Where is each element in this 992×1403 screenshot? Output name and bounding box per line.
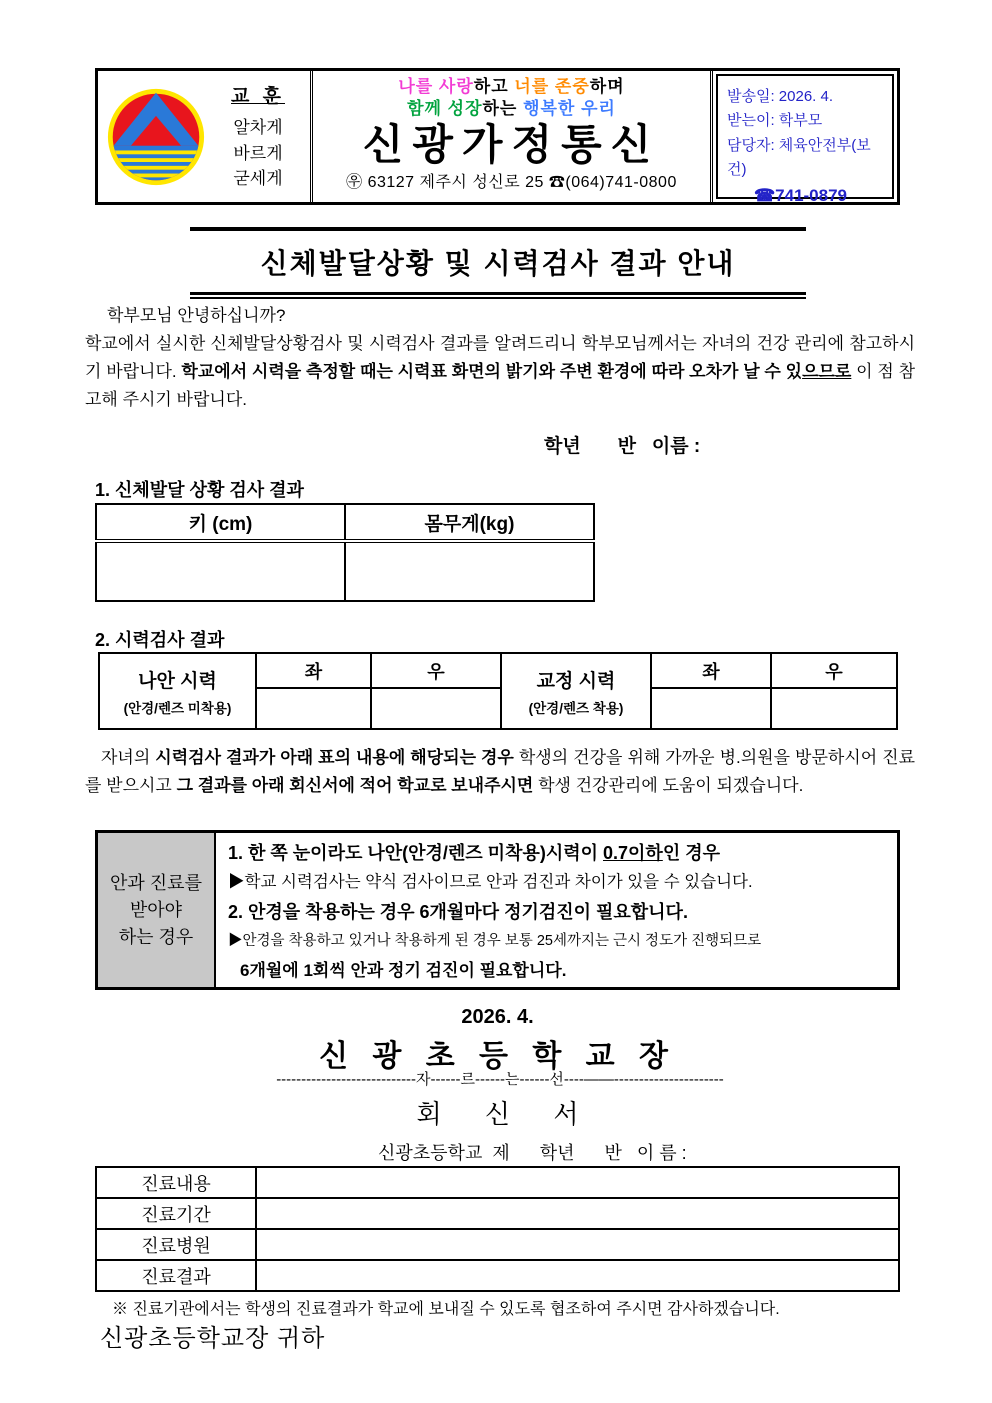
reply-row-label: 진료병원: [96, 1229, 256, 1260]
closing-date: 2026. 4.: [461, 1006, 534, 1028]
reply-hospital-value-cell[interactable]: [256, 1229, 899, 1260]
corrected-left-eye-header: 좌: [651, 653, 771, 688]
newsletter-title: 신광가정통신: [362, 121, 661, 169]
reply-title: 회 신 서: [416, 1099, 579, 1129]
masthead-right: [713, 71, 897, 206]
naked-left-value-cell[interactable]: [256, 688, 371, 729]
contact-box: [716, 74, 894, 206]
notice-banner: [190, 227, 806, 299]
care-item-2-note: ▶안경을 착용하고 있거나 착용하게 된 경우 보통 25세까지는 근시 정도가 진행되므로: [228, 933, 762, 949]
naked-right-eye-header: 우: [371, 653, 501, 688]
motto-line: 알차게: [233, 118, 283, 138]
intro-section: [85, 302, 915, 414]
reply-table: [95, 1166, 900, 1292]
corrected-vision-title: 교정 시력: [536, 670, 616, 692]
corrected-right-value-cell[interactable]: [771, 688, 897, 729]
naked-right-value-cell[interactable]: [371, 688, 501, 729]
contact-phone: ☎741-0879: [753, 186, 848, 206]
weight-value-cell[interactable]: [345, 541, 594, 601]
reply-school-line: 신광초등학교 제 학년 반 이 름 :: [378, 1143, 687, 1163]
height-header-cell: 키 (cm): [96, 504, 345, 541]
school-address: ㉾ 63127 제주시 성신로 25 ☎(064)741-0800: [346, 174, 677, 192]
motto-title: 교 훈: [231, 86, 285, 108]
reply-period-value-cell[interactable]: [256, 1198, 899, 1229]
intro-greeting: 학부모님 안녕하십니까?: [107, 306, 286, 325]
care-box-label: [98, 833, 216, 987]
body-measure-table: [95, 503, 595, 602]
section2-heading: 2. 시력검사 결과: [95, 630, 225, 650]
reply-row-label: 진료기간: [96, 1198, 256, 1229]
masthead: [95, 68, 900, 205]
reply-row-label: 진료결과: [96, 1260, 256, 1291]
motto-line: 굳세게: [233, 169, 283, 189]
contact-recipient: 받는이: 학부모: [727, 112, 823, 130]
motto-line: 바르게: [233, 143, 283, 163]
care-item-1-note: ▶학교 시력검사는 약식 검사이므로 안과 검진과 차이가 있을 수 있습니다.: [228, 873, 753, 891]
masthead-center: [310, 71, 713, 202]
care-required-box: [95, 830, 900, 990]
school-motto: [208, 81, 308, 192]
school-logo: [104, 87, 208, 187]
reply-addressee: 신광초등학교장 귀하: [100, 1325, 326, 1352]
vision-table: [98, 652, 898, 730]
banner-title: 신체발달상황 및 시력검사 결과 안내: [190, 227, 806, 295]
contact-send-date: 발송일: 2026. 4.: [727, 88, 834, 105]
contact-manager: 담당자: 체육안전부(보건): [727, 136, 871, 178]
reply-result-value-cell[interactable]: [256, 1260, 899, 1291]
naked-vision-header: [99, 653, 256, 729]
care-label-line: 받아야: [129, 899, 183, 920]
principal-signature: 신 광 초 등 학 교 장: [319, 1040, 676, 1073]
reply-row-label: 진료내용: [96, 1167, 256, 1198]
notice-paragraph: 자녀의 시력검사 결과가 아래 표의 내용에 해당되는 경우 학생의 건강을 위해 가까운 병.의원을 방문하시어 진료를 받으시고 그 결과를 아래 회신서에 적어 학교로 보내주시면 학생 건강관리에 도움이 되겠습니다.: [85, 748, 915, 795]
slogan-line-1: 나를 사랑하고 너를 존중하며: [398, 77, 625, 96]
reply-content-value-cell[interactable]: [256, 1167, 899, 1198]
intro-paragraph: 학교에서 실시한 신체발달상황검사 및 시력검사 결과를 알려드리니 학부모님께서는 자녀의 건강 관리에 참고하시기 바랍니다. 학교에서 시력을 측정할 때는 시력표 화면의 밝기와 주변 환경에 따라 오차가 날 수 있으므로 이 점 참고해 주시기 바랍니다.: [85, 333, 916, 409]
naked-vision-title: 나안 시력: [138, 670, 217, 692]
cut-line: ----------------------------자------르------는------선----—―----------------------: [276, 1071, 724, 1088]
care-box-body: [216, 833, 897, 987]
corrected-vision-header: [501, 653, 651, 729]
school-logo-image: [106, 87, 206, 187]
care-item-2-note-cont: 6개월에 1회씩 안과 정기 검진이 필요합니다.: [240, 961, 567, 980]
section1-heading: 1. 신체발달 상황 검사 결과: [95, 480, 304, 500]
weight-header-cell: 몸무게(kg): [345, 504, 594, 541]
care-label-line: 안과 진료를: [110, 872, 202, 893]
care-label-line: 하는 경우: [118, 926, 194, 947]
care-item-1: 1. 한 쪽 눈이라도 나안(안경/렌즈 미착용)시력이 0.7이하인 경우: [228, 843, 720, 863]
naked-left-eye-header: 좌: [256, 653, 371, 688]
care-item-2: 2. 안경을 착용하는 경우 6개월마다 정기검진이 필요합니다.: [228, 902, 688, 922]
slogan-line-2: 함께 성장하는 행복한 우리: [407, 99, 616, 119]
naked-vision-subtitle: (안경/렌즈 미착용): [123, 700, 232, 716]
masthead-left: [98, 71, 310, 202]
height-value-cell[interactable]: [96, 541, 345, 601]
corrected-left-value-cell[interactable]: [651, 688, 771, 729]
grade-name-line: 학년 반 이름 :: [544, 436, 701, 457]
banner-underline: [190, 297, 806, 299]
corrected-vision-subtitle: (안경/렌즈 착용): [528, 700, 624, 716]
reply-note: ※ 진료기관에서는 학생의 진료결과가 학교에 보내질 수 있도록 협조하여 주시면 감사하겠습니다.: [112, 1301, 780, 1318]
corrected-right-eye-header: 우: [771, 653, 897, 688]
